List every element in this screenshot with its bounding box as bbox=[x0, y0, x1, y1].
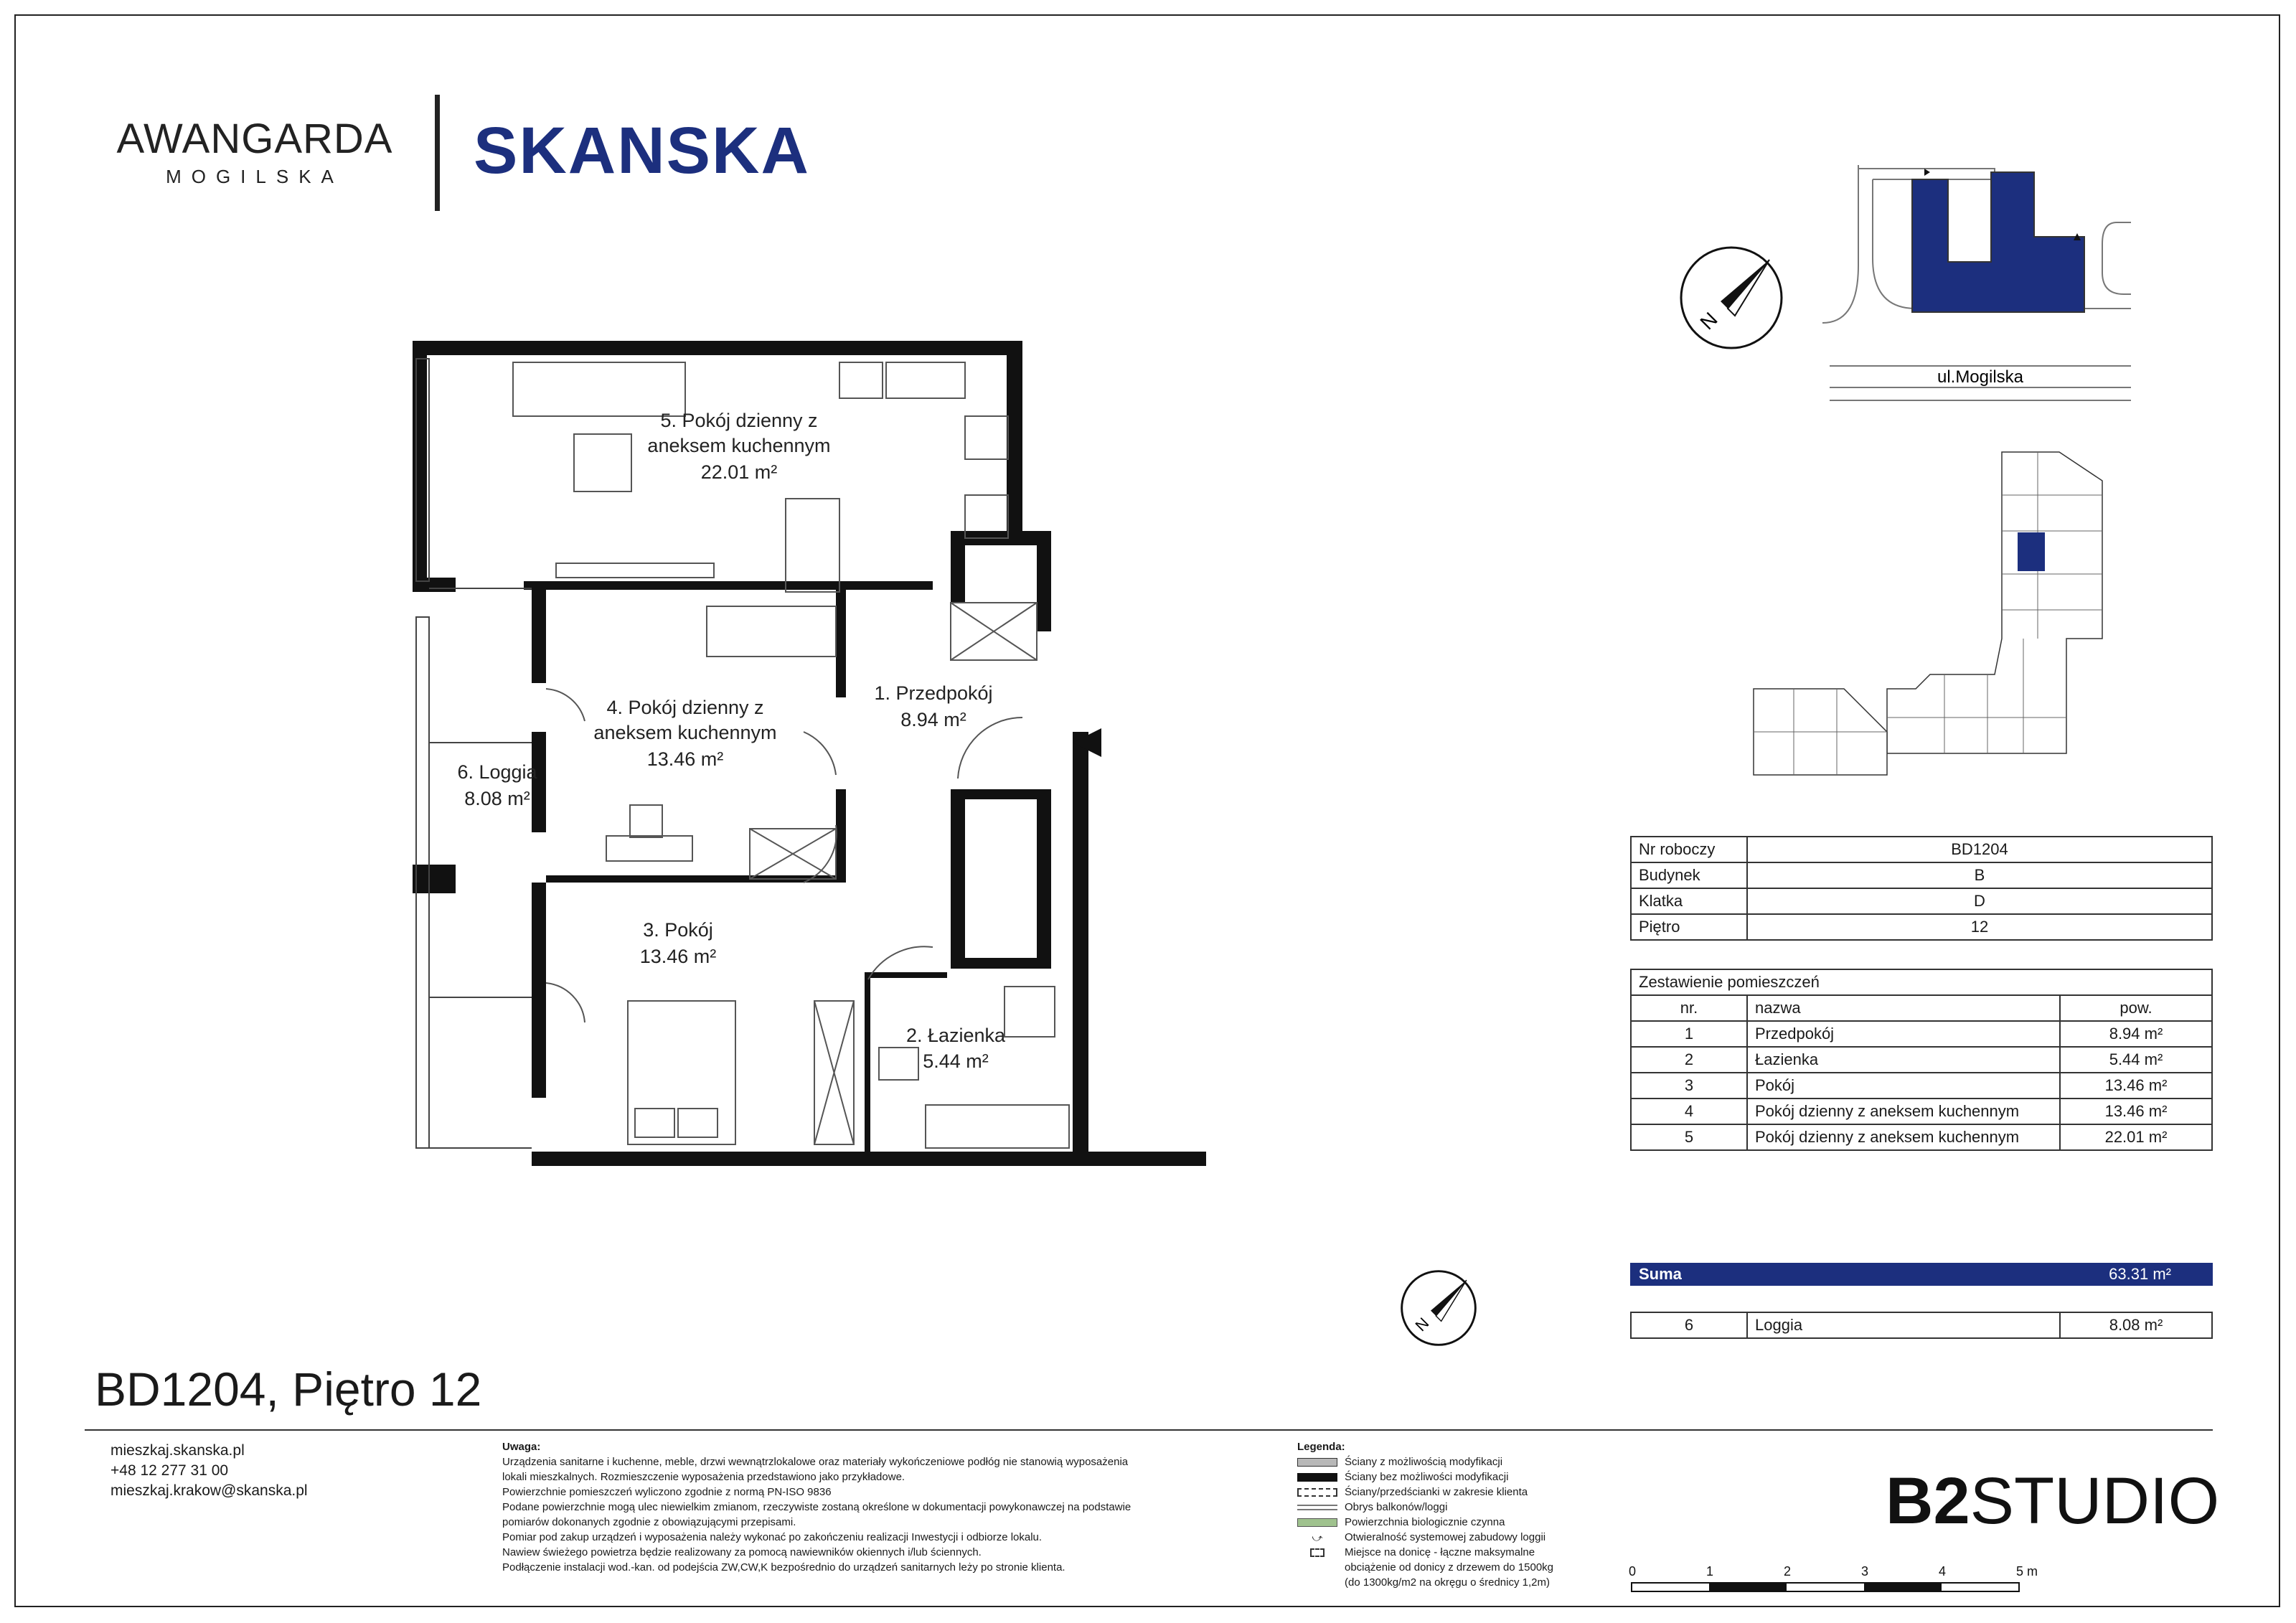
notes-line: Podane powierzchnie mogą ulec niewielkim zmianom, rzeczywiste zostaną określone w dokumentacji powykonawczej na podstawie bbox=[502, 1501, 1131, 1513]
room-area-6: 8.08 m² bbox=[464, 788, 530, 809]
skanska-logo: SKANSKA bbox=[474, 114, 810, 187]
col-header-nazwa: nazwa bbox=[1747, 995, 2060, 1021]
room-label-5: 5. Pokój dzienny z bbox=[660, 410, 818, 431]
legend-heading: Legenda: bbox=[1297, 1441, 1345, 1453]
door-swing-icon: ⤻ bbox=[1312, 1531, 1323, 1543]
scale-tick: 1 bbox=[1706, 1564, 1714, 1579]
legend-block bbox=[1297, 1439, 1599, 1590]
planter-icon bbox=[1310, 1548, 1325, 1557]
cell-pow: 5.44 m² bbox=[2060, 1047, 2212, 1073]
table-row bbox=[1631, 1021, 2212, 1047]
scale-tick: 4 bbox=[1939, 1564, 1947, 1579]
room-label-5-line2: aneksem kuchennym bbox=[647, 435, 831, 456]
table-row bbox=[1631, 1099, 2212, 1124]
meta-key: Budynek bbox=[1631, 862, 1747, 888]
legend-swatch bbox=[1297, 1505, 1337, 1510]
table-row bbox=[1631, 1073, 2212, 1099]
loggia-outline bbox=[416, 359, 532, 1148]
legend-text: (do 1300kg/m2 na okręgu o średnicy 1,2m) bbox=[1345, 1576, 1550, 1589]
scale-tick: 5 m bbox=[2016, 1564, 2038, 1579]
notes-line: pomiarów dokonanych zgodnie z obowiązującymi przepisami. bbox=[502, 1516, 796, 1528]
legend-text: Ściany/przedścianki w zakresie klienta bbox=[1345, 1486, 1528, 1498]
cell-nr: 2 bbox=[1631, 1047, 1747, 1073]
cell-nazwa: Łazienka bbox=[1747, 1047, 2060, 1073]
scale-tick: 0 bbox=[1629, 1564, 1637, 1579]
floor-plan bbox=[402, 330, 1119, 1184]
sum-bar bbox=[1630, 1263, 2213, 1286]
contact-block bbox=[110, 1441, 308, 1501]
rooms-table-caption: Zestawienie pomieszczeń bbox=[1631, 969, 2212, 995]
col-header-pow: pow. bbox=[2060, 995, 2212, 1021]
table-row bbox=[1631, 1047, 2212, 1073]
table-caption-row bbox=[1631, 969, 2212, 995]
contact-phone[interactable]: +48 12 277 31 00 bbox=[110, 1462, 229, 1479]
cell-nr: 4 bbox=[1631, 1099, 1747, 1124]
street-label: ul.Mogilska bbox=[1937, 367, 2024, 387]
room-area-3: 13.46 m² bbox=[639, 946, 717, 967]
mogilska-wordmark: MOGILSKA bbox=[166, 166, 344, 187]
room-label-3: 3. Pokój bbox=[643, 919, 713, 941]
legend-item bbox=[1297, 1469, 1599, 1485]
unit-title: BD1204, Piętro 12 bbox=[95, 1363, 482, 1416]
table-row bbox=[1631, 837, 2212, 862]
rooms-table bbox=[1630, 969, 2213, 1151]
legend-swatch bbox=[1297, 1488, 1337, 1497]
cell-nazwa: Pokój bbox=[1747, 1073, 2060, 1099]
contact-email-link[interactable]: mieszkaj.krakow@skanska.pl bbox=[110, 1482, 308, 1499]
cell-nr: 3 bbox=[1631, 1073, 1747, 1099]
room-label-2: 2. Łazienka bbox=[905, 1025, 1006, 1046]
meta-value: D bbox=[1747, 888, 2212, 914]
notes-line: Powierzchnie pomieszczeń wyliczono zgodnie z normą PN-ISO 9836 bbox=[502, 1486, 832, 1498]
key-plan bbox=[1815, 158, 2131, 416]
compass-letter: N bbox=[1695, 308, 1722, 334]
cell-nazwa: Przedpokój bbox=[1747, 1021, 2060, 1047]
legend-swatch bbox=[1297, 1518, 1337, 1527]
b2-wordmark: B2 bbox=[1886, 1464, 1970, 1538]
b2studio-logo bbox=[1886, 1464, 2219, 1539]
col-header-nr: nr. bbox=[1631, 995, 1747, 1021]
legend-item bbox=[1297, 1560, 1599, 1575]
meta-value: 12 bbox=[1747, 914, 2212, 940]
meta-key: Nr roboczy bbox=[1631, 837, 1747, 862]
legend-item bbox=[1297, 1454, 1599, 1469]
cell-pow: 22.01 m² bbox=[2060, 1124, 2212, 1150]
contact-website-link[interactable]: mieszkaj.skanska.pl bbox=[110, 1442, 245, 1459]
logo-divider bbox=[435, 95, 440, 211]
notes-line: Urządzenia sanitarne i kuchenne, meble, drzwi wewnątrzlokalowe oraz materiały wykończeniowe podłóg nie stanowią wyposażenia bbox=[502, 1456, 1129, 1468]
room-area-5: 22.01 m² bbox=[700, 461, 778, 483]
room-area-2: 5.44 m² bbox=[923, 1050, 989, 1072]
notes-heading: Uwaga: bbox=[502, 1441, 541, 1453]
legend-item bbox=[1297, 1500, 1599, 1515]
awangarda-logo bbox=[104, 115, 405, 188]
room-label-4: 4. Pokój dzienny z bbox=[606, 697, 764, 718]
legend-swatch bbox=[1297, 1473, 1337, 1482]
cell-nazwa: Pokój dzienny z aneksem kuchennym bbox=[1747, 1124, 2060, 1150]
cell-pow: 8.08 m² bbox=[2060, 1312, 2212, 1338]
sum-value: 63.31 m² bbox=[2109, 1265, 2171, 1283]
site-minimap bbox=[1736, 445, 2109, 789]
legend-text: Miejsce na donicę - łączne maksymalne bbox=[1345, 1546, 1535, 1558]
apartment-meta-table bbox=[1630, 836, 2213, 941]
meta-value: BD1204 bbox=[1747, 837, 2212, 862]
table-row bbox=[1631, 1312, 2212, 1338]
room-label-4-line2: aneksem kuchennym bbox=[593, 722, 777, 743]
legend-text: Otwieralność systemowej zabudowy loggii bbox=[1345, 1531, 1546, 1543]
notes-line: Podłączenie instalacji wod.-kan. od podejścia ZW,CW,K bezpośrednio do urządzeń sanitarnych leży po stronie klienta. bbox=[502, 1561, 1065, 1573]
loggia-table bbox=[1630, 1312, 2213, 1339]
legend-item bbox=[1297, 1515, 1599, 1530]
scale-bar bbox=[1629, 1563, 2038, 1606]
table-row bbox=[1631, 1124, 2212, 1150]
legend-text: Ściany bez możliwości modyfikacji bbox=[1345, 1471, 1509, 1483]
notes-line: Pomiar pod zakup urządzeń i wyposażenia należy wykonać po zakończeniu realizacji Inwestycji i odbiorze lokalu. bbox=[502, 1531, 1043, 1543]
table-row bbox=[1631, 862, 2212, 888]
compass-icon bbox=[1678, 244, 1785, 352]
compass-small-icon bbox=[1399, 1269, 1478, 1347]
table-row bbox=[1631, 914, 2212, 940]
room-label-6: 6. Loggia bbox=[457, 761, 537, 783]
cell-pow: 13.46 m² bbox=[2060, 1073, 2212, 1099]
legend-text: Ściany z możliwością modyfikacji bbox=[1345, 1456, 1503, 1468]
legend-text: Powierzchnia biologicznie czynna bbox=[1345, 1516, 1505, 1528]
cell-nr: 5 bbox=[1631, 1124, 1747, 1150]
meta-key: Piętro bbox=[1631, 914, 1747, 940]
legend-item bbox=[1297, 1485, 1599, 1500]
table-row bbox=[1631, 888, 2212, 914]
legend-item bbox=[1297, 1575, 1599, 1590]
room-label-1: 1. Przedpokój bbox=[874, 682, 993, 704]
legend-spacer bbox=[1297, 1579, 1337, 1587]
footer-divider bbox=[85, 1429, 2213, 1431]
cell-nazwa: Pokój dzienny z aneksem kuchennym bbox=[1747, 1099, 2060, 1124]
legend-spacer bbox=[1297, 1563, 1337, 1572]
cell-nr: 1 bbox=[1631, 1021, 1747, 1047]
legend-item bbox=[1297, 1545, 1599, 1560]
bearing-walls bbox=[413, 341, 1206, 1166]
legend-swatch bbox=[1297, 1458, 1337, 1467]
meta-key: Klatka bbox=[1631, 888, 1747, 914]
sum-label: Suma bbox=[1639, 1265, 1682, 1283]
room-area-4: 13.46 m² bbox=[646, 748, 724, 770]
cell-pow: 13.46 m² bbox=[2060, 1099, 2212, 1124]
cell-pow: 8.94 m² bbox=[2060, 1021, 2212, 1047]
meta-value: B bbox=[1747, 862, 2212, 888]
compass-small-letter: N bbox=[1411, 1314, 1433, 1335]
cell-nazwa: Loggia bbox=[1747, 1312, 2060, 1338]
legend-item bbox=[1297, 1530, 1599, 1545]
room-area-1: 8.94 m² bbox=[900, 709, 966, 730]
legend-text: obciążenie od donicy z drzewem do 1500kg bbox=[1345, 1561, 1554, 1573]
scale-tick: 3 bbox=[1861, 1564, 1869, 1579]
table-header-row bbox=[1631, 995, 2212, 1021]
cell-nr: 6 bbox=[1631, 1312, 1747, 1338]
awangarda-wordmark: AWANGARDA bbox=[116, 116, 393, 162]
notes-line: Nawiew świeżego powietrza będzie realizowany za pomocą nawiewników okiennych i/lub ściennych. bbox=[502, 1546, 982, 1558]
studio-wordmark: STUDIO bbox=[1970, 1464, 2220, 1538]
scale-tick: 2 bbox=[1784, 1564, 1792, 1579]
notes-block bbox=[502, 1439, 1213, 1575]
notes-line: lokali mieszkalnych. Rozmieszczenie wyposażenia przedstawiono jako przykładowe. bbox=[502, 1471, 905, 1483]
legend-text: Obrys balkonów/loggi bbox=[1345, 1501, 1448, 1513]
